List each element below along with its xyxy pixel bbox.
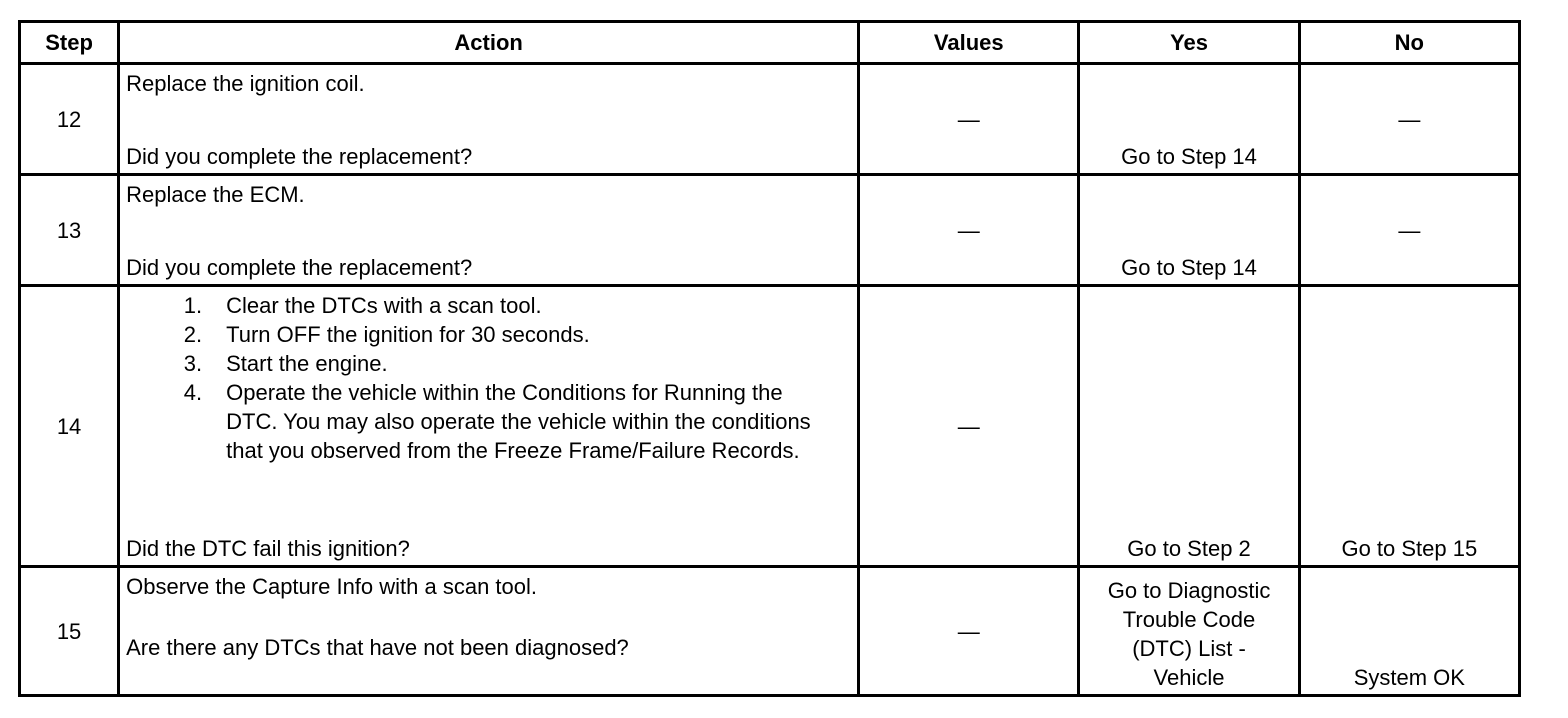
table-row — [20, 64, 1520, 175]
action-instruction: Observe the Capture Info with a scan tool. — [126, 574, 538, 599]
action-cell — [119, 286, 859, 567]
header-step: Step — [20, 22, 119, 64]
list-item-text: Operate the vehicle within the Conditions for Running the DTC. You may also operate the vehicle within the conditions that you observed from the Freeze Frame/Failure Records. — [226, 380, 811, 463]
yes-link-text[interactable]: Go to Diagnostic Trouble Code (DTC) List - Vehicle — [1107, 578, 1271, 690]
list-item-text: Start the engine. — [226, 351, 388, 376]
action-cell — [119, 175, 859, 286]
list-item-number: 2. — [183, 322, 203, 347]
yes-link[interactable]: Go to Step 2 — [1079, 286, 1299, 567]
action-cell — [119, 64, 859, 175]
no-cell: — — [1299, 175, 1519, 286]
list-item-text: Clear the DTCs with a scan tool. — [226, 293, 542, 318]
table-header-row — [20, 22, 1520, 64]
diagnostic-table — [18, 20, 1521, 697]
header-values: Values — [859, 22, 1079, 64]
values-cell: — — [859, 286, 1079, 567]
header-no: No — [1299, 22, 1519, 64]
yes-link[interactable] — [1079, 567, 1299, 696]
table-row — [20, 175, 1520, 286]
values-cell: — — [859, 567, 1079, 696]
action-steps-list — [126, 291, 851, 465]
list-item — [126, 291, 851, 320]
no-link[interactable]: Go to Step 15 — [1299, 286, 1519, 567]
header-yes: Yes — [1079, 22, 1299, 64]
values-cell: — — [859, 175, 1079, 286]
list-item-number: 3. — [183, 351, 203, 376]
action-question: Did you complete the replacement? — [126, 144, 473, 169]
list-item — [126, 378, 851, 465]
action-instruction: Replace the ECM. — [126, 182, 305, 207]
yes-link[interactable]: Go to Step 14 — [1079, 175, 1299, 286]
list-item-number: 4. — [183, 380, 203, 405]
step-number: 13 — [20, 175, 119, 286]
list-item-number: 1. — [183, 293, 203, 318]
values-cell: — — [859, 64, 1079, 175]
list-item — [126, 349, 851, 378]
list-item — [126, 320, 851, 349]
action-cell — [119, 567, 859, 696]
yes-link[interactable]: Go to Step 14 — [1079, 64, 1299, 175]
table-row — [20, 286, 1520, 567]
no-cell: — — [1299, 64, 1519, 175]
step-number: 15 — [20, 567, 119, 696]
header-action: Action — [119, 22, 859, 64]
action-question: Did you complete the replacement? — [126, 255, 473, 280]
action-question: Did the DTC fail this ignition? — [126, 536, 410, 561]
step-number: 14 — [20, 286, 119, 567]
table-row — [20, 567, 1520, 696]
step-number: 12 — [20, 64, 119, 175]
list-item-text: Turn OFF the ignition for 30 seconds. — [226, 322, 590, 347]
no-link[interactable]: System OK — [1299, 567, 1519, 696]
action-question: Are there any DTCs that have not been diagnosed? — [126, 635, 629, 660]
action-instruction: Replace the ignition coil. — [126, 71, 365, 96]
